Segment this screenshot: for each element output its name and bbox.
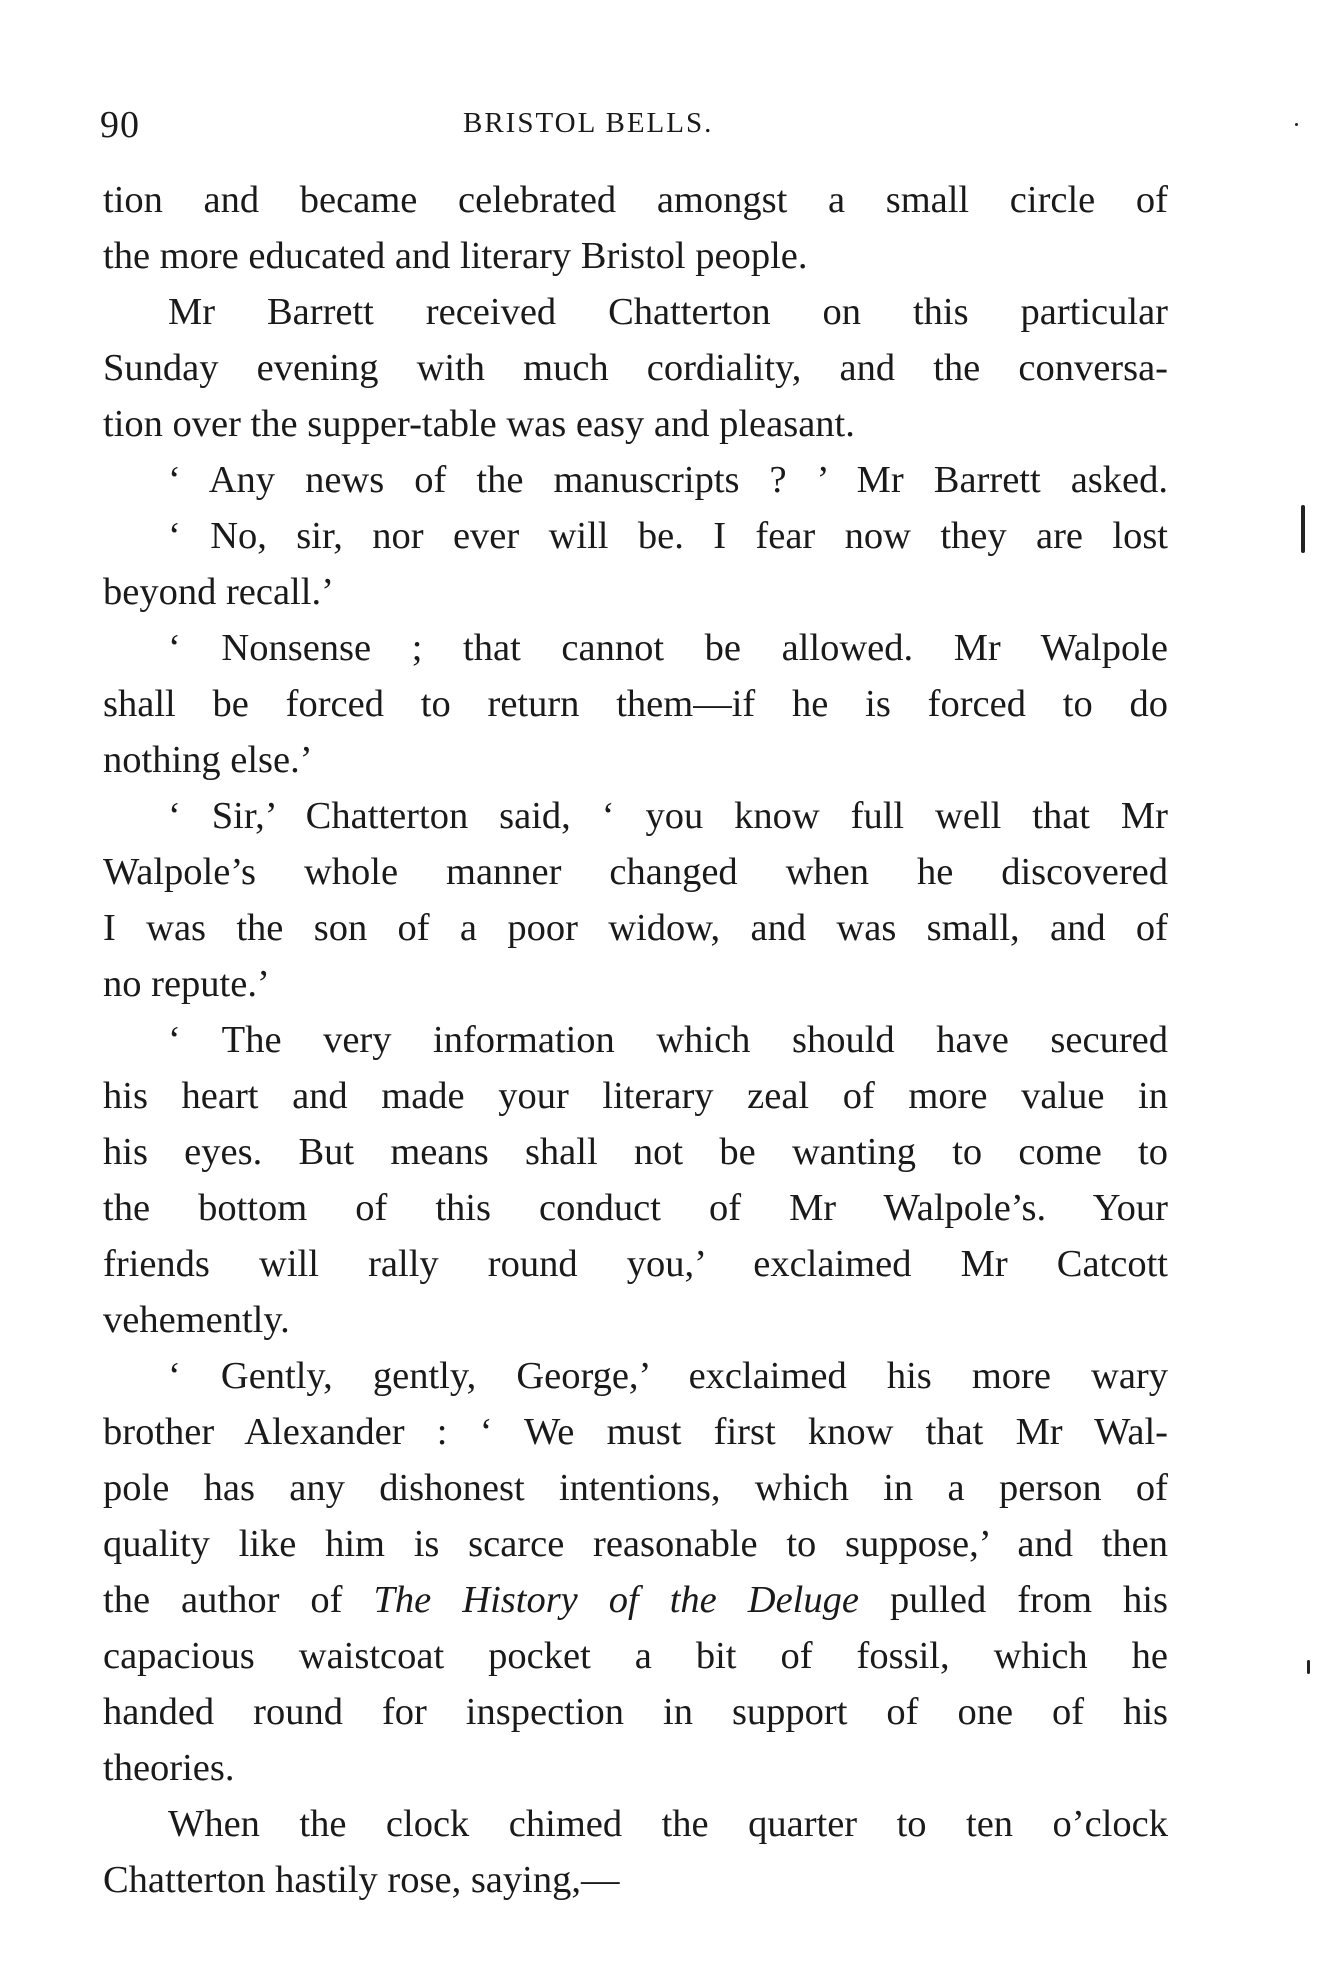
text-line: nothing else.’ (103, 739, 313, 781)
text-line: his heart and made your literary zeal of more value in (103, 1075, 1168, 1117)
text-line: capacious waistcoat pocket a bit of fossil, which he (103, 1635, 1168, 1677)
text-line: tion over the supper-table was easy and pleasant. (103, 403, 855, 445)
text-line: Sunday evening with much cordiality, and the conversa- (103, 347, 1168, 389)
text-line: ‘ Any news of the manuscripts ? ’ Mr Barrett asked. (168, 459, 1168, 501)
text-line: friends will rally round you,’ exclaimed Mr Catcott (103, 1243, 1168, 1285)
page-number: 90 (100, 104, 140, 146)
scan-speck (1295, 123, 1298, 126)
text-line: his eyes. But means shall not be wanting to come to (103, 1131, 1168, 1173)
scan-speck (1301, 505, 1305, 553)
text-line: Walpole’s whole manner changed when he discovered (103, 851, 1168, 893)
scan-speck (1307, 1660, 1310, 1674)
text-line: theories. (103, 1747, 235, 1789)
text-line: pole has any dishonest intentions, which in a person of (103, 1467, 1168, 1509)
text-line: shall be forced to return them—if he is forced to do (103, 683, 1168, 725)
text-line: ‘ Sir,’ Chatterton said, ‘ you know full well that Mr (168, 795, 1168, 837)
body-text (103, 172, 1168, 1908)
text-segment: pulled from his (858, 1579, 1168, 1621)
text-line: the bottom of this conduct of Mr Walpole’s. Your (103, 1187, 1168, 1229)
text-line: When the clock chimed the quarter to ten o’clock (168, 1803, 1168, 1845)
running-title: BRISTOL BELLS. (463, 107, 714, 139)
text-segment: the author of (103, 1579, 374, 1621)
text-line-with-title (103, 1572, 1168, 1628)
text-line: Mr Barrett received Chatterton on this particular (168, 291, 1168, 333)
text-line: quality like him is scarce reasonable to suppose,’ and then (103, 1523, 1168, 1565)
text-line: ‘ Gently, gently, George,’ exclaimed his more wary (168, 1355, 1168, 1397)
text-line: I was the son of a poor widow, and was small, and of (103, 907, 1168, 949)
text-line: beyond recall.’ (103, 571, 334, 613)
text-line: no repute.’ (103, 963, 270, 1005)
running-head (100, 103, 1160, 146)
text-line: brother Alexander : ‘ We must first know that Mr Wal- (103, 1411, 1168, 1453)
text-line: the more educated and literary Bristol people. (103, 235, 808, 277)
text-line: ‘ No, sir, nor ever will be. I fear now they are lost (168, 515, 1168, 557)
text-line: ‘ The very information which should have secured (168, 1019, 1168, 1061)
text-line: handed round for inspection in support of one of his (103, 1691, 1168, 1733)
text-line: tion and became celebrated amongst a small circle of (103, 179, 1168, 221)
book-title-italic: The History of the Deluge (373, 1579, 859, 1621)
text-line: vehemently. (103, 1299, 290, 1341)
text-line: ‘ Nonsense ; that cannot be allowed. Mr Walpole (168, 627, 1168, 669)
text-line: Chatterton hastily rose, saying,— (103, 1859, 620, 1901)
